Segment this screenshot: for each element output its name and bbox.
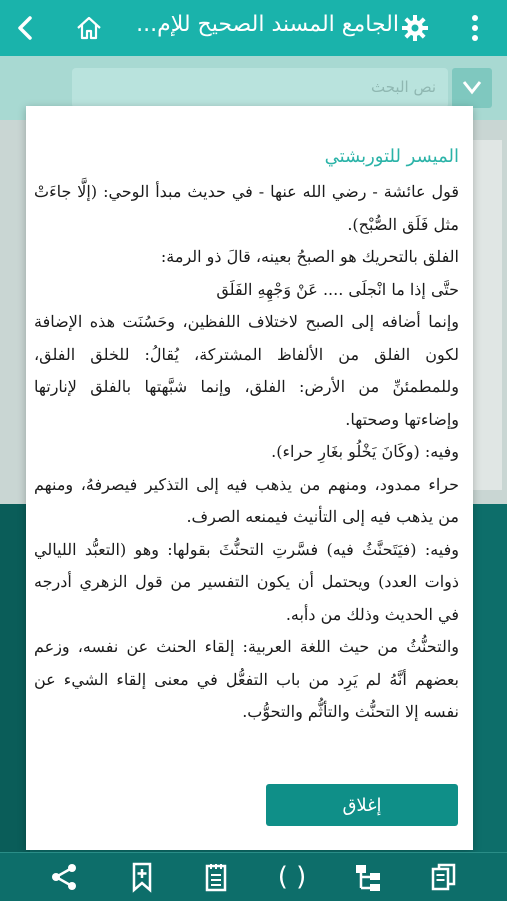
paragraph: الفلق بالتحريك هو الصبحُ بعينه، قالَ ذو الرمة: bbox=[160, 247, 459, 266]
dialog-body[interactable] bbox=[34, 176, 459, 744]
paragraph: حتَّى إذا ما انْجلَى .... عَنْ وَجْهِهِ الفَلَق bbox=[216, 279, 459, 299]
close-button[interactable]: إغلاق bbox=[266, 784, 458, 826]
bookmark-add-icon bbox=[126, 861, 158, 893]
paragraph: وفيه: (وكَانَ يَخْلُو بغَارِ حراء). bbox=[271, 442, 459, 461]
search-button[interactable] bbox=[452, 68, 492, 108]
more-vert-icon bbox=[465, 12, 485, 44]
app-title: الجامع المسند الصحيح للإم... bbox=[136, 12, 399, 37]
more-menu-button[interactable] bbox=[465, 12, 485, 44]
parentheses-button[interactable]: ( ) bbox=[277, 862, 307, 892]
notes-icon bbox=[200, 861, 232, 893]
back-button[interactable] bbox=[10, 12, 42, 44]
home-icon bbox=[74, 13, 104, 43]
arrow-icon bbox=[452, 68, 492, 108]
bottom-toolbar bbox=[0, 852, 507, 901]
paragraph: وفيه: (فيَتَحنَّثُ فيه) فسَّرتِ التحنُّثَ بقولها: وهو (التعبُّد الليالي ذوات العدد) ويحتمل أن يكون التفسير من قول الزهري أدرجه في الحديث وذلك من دأبه. bbox=[34, 539, 459, 624]
paragraph: والتحنُّثُ من حيث اللغة العربية: إلقاء الحنث عن نفسه، وزعم بعضهم أنَّهُ لم يَرِد من باب التفعُّل في معنى إلقاء الشيء عن نفسه إلا التحنُّث والتأثُّم والتحوُّب. bbox=[34, 637, 459, 721]
paragraph: وإنما أضافه إلى الصبح لاختلاف اللفظين، وحَسُنَت هذه الإضافة لكون الفلق من الألفاظ المشتركة، يُقالُ: للخلق الفلق، وللمطمئنِّ من الأرض: الفلق، وإنما شبَّهتها بالفلق لإنارتها وإضاءتها وصحتها. bbox=[34, 312, 459, 429]
share-icon bbox=[48, 861, 80, 893]
settings-button[interactable] bbox=[401, 14, 429, 42]
search-input[interactable]: نص البحث bbox=[72, 68, 448, 108]
home-button[interactable] bbox=[74, 13, 104, 43]
bookmark-button[interactable] bbox=[126, 861, 158, 893]
share-button[interactable] bbox=[48, 861, 80, 893]
copy-icon bbox=[428, 861, 460, 893]
tree-icon bbox=[352, 861, 384, 893]
dialog-title: الميسر للتوربشتي bbox=[324, 146, 459, 167]
commentary-dialog bbox=[26, 106, 473, 850]
tree-button[interactable] bbox=[352, 861, 384, 893]
app-bar bbox=[0, 0, 507, 56]
chevron-left-icon bbox=[10, 12, 42, 44]
gear-icon bbox=[401, 14, 429, 42]
notes-button[interactable] bbox=[200, 861, 232, 893]
paragraph: حراء ممدود، ومنهم من يذهب فيه إلى التذكير فيصرفهُ، ومنهم من يذهب فيه إلى التأنيث فيمنعه الصرف. bbox=[34, 474, 459, 526]
paragraph: قول عائشة - رضي الله عنها - في حديث مبدأ الوحي: (إلَّا جاءَتْ مثل فَلَق الصُّبْح). bbox=[34, 182, 459, 234]
copy-button[interactable] bbox=[428, 861, 460, 893]
